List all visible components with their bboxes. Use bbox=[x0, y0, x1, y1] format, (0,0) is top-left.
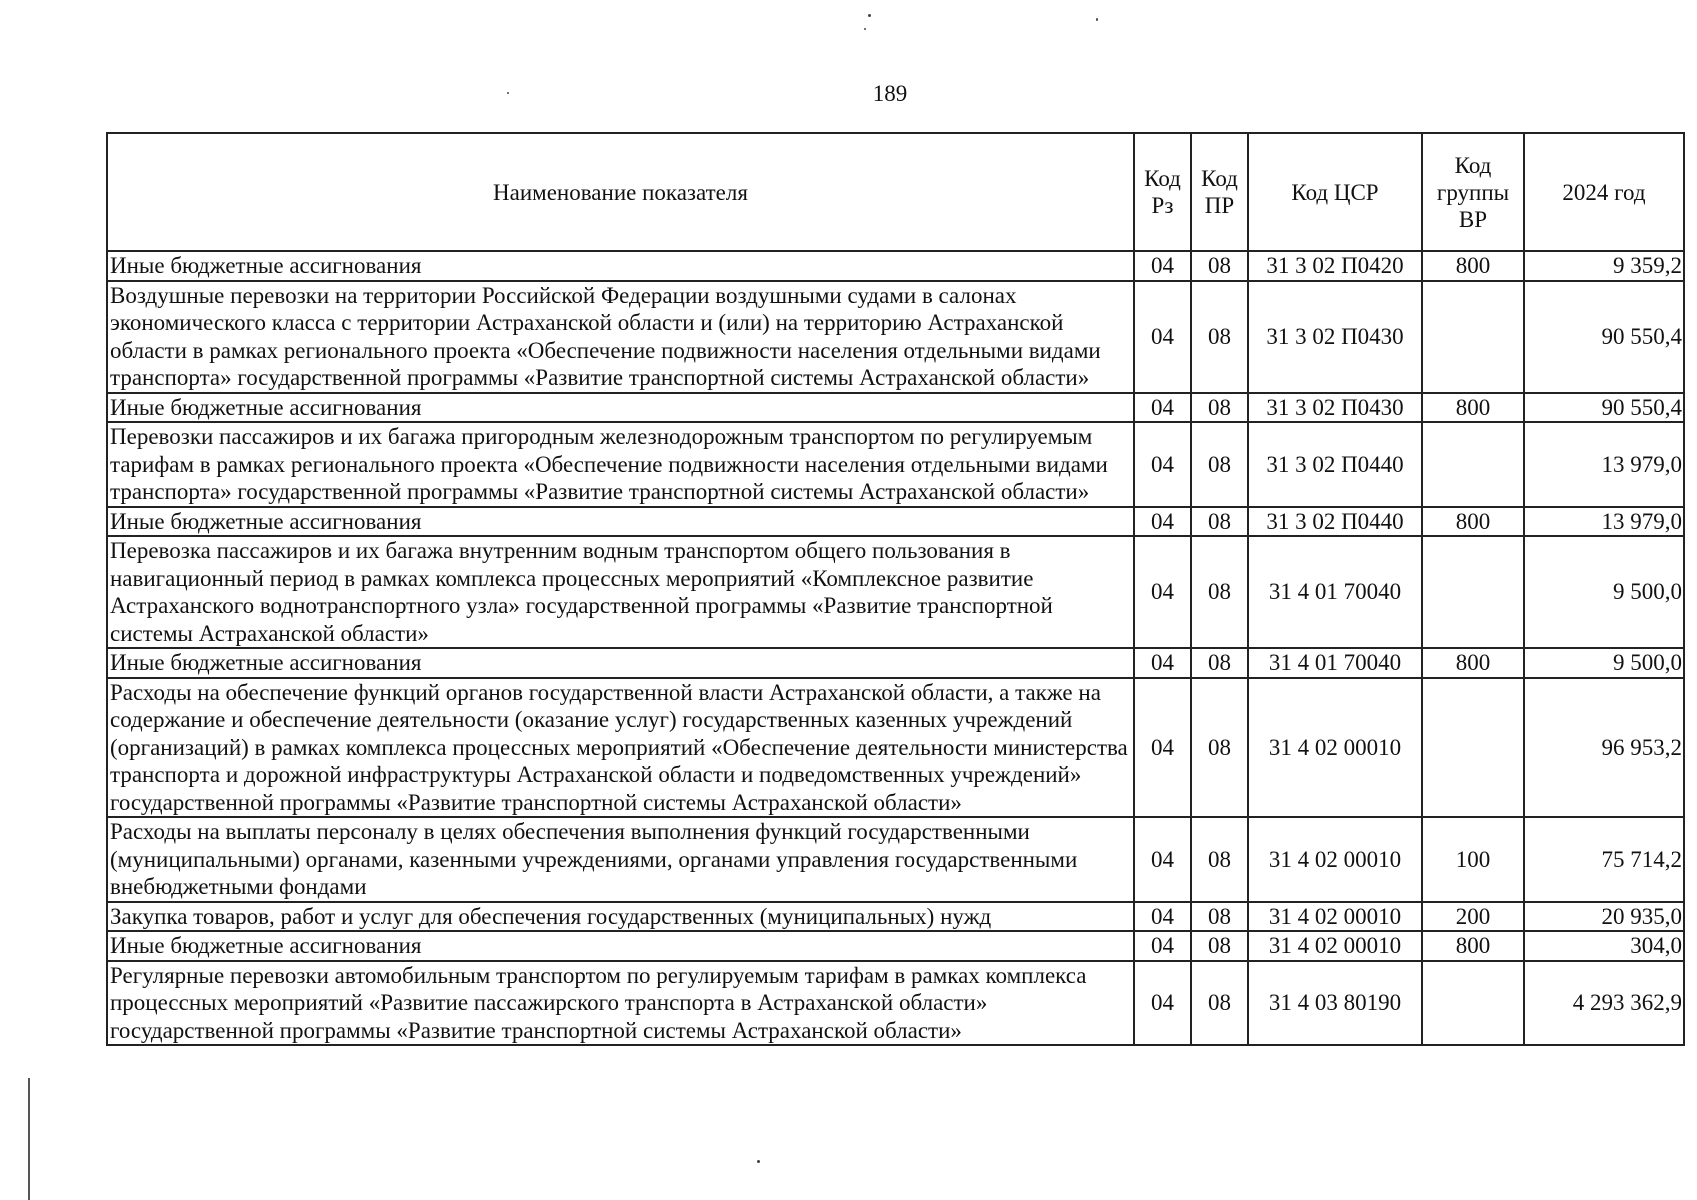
row-rz: 04 bbox=[1134, 251, 1191, 281]
row-vr bbox=[1422, 422, 1524, 507]
row-csr: 31 3 02 П0430 bbox=[1248, 281, 1422, 393]
row-name: Регулярные перевозки автомобильным транспортом по регулируемым тарифам в рамках комплекса процессных мероприятий «Развитие пассажирского транспорта в Астраханской области» государственной программы «Развитие транспортной системы Астраханской области» bbox=[107, 961, 1134, 1046]
row-amount: 90 550,4 bbox=[1524, 393, 1684, 423]
row-csr: 31 3 02 П0440 bbox=[1248, 507, 1422, 537]
row-csr: 31 4 02 00010 bbox=[1248, 931, 1422, 961]
header-vr: Код группы ВР bbox=[1422, 133, 1524, 251]
row-rz: 04 bbox=[1134, 678, 1191, 818]
row-name: Иные бюджетные ассигнования bbox=[107, 393, 1134, 423]
row-csr: 31 4 02 00010 bbox=[1248, 902, 1422, 932]
row-amount: 75 714,2 bbox=[1524, 817, 1684, 902]
row-vr bbox=[1422, 961, 1524, 1046]
row-amount: 13 979,0 bbox=[1524, 507, 1684, 537]
scan-speck bbox=[868, 14, 871, 17]
row-vr: 800 bbox=[1422, 648, 1524, 678]
row-vr: 800 bbox=[1422, 507, 1524, 537]
row-pr: 08 bbox=[1191, 393, 1248, 423]
scan-speck bbox=[757, 1160, 760, 1163]
scan-speck bbox=[507, 92, 509, 94]
row-rz: 04 bbox=[1134, 507, 1191, 537]
row-name: Иные бюджетные ассигнования bbox=[107, 931, 1134, 961]
table-row bbox=[107, 393, 1684, 423]
budget-table bbox=[106, 132, 1685, 1046]
row-vr: 200 bbox=[1422, 902, 1524, 932]
row-pr: 08 bbox=[1191, 536, 1248, 648]
row-rz: 04 bbox=[1134, 817, 1191, 902]
row-pr: 08 bbox=[1191, 251, 1248, 281]
row-amount: 20 935,0 bbox=[1524, 902, 1684, 932]
row-rz: 04 bbox=[1134, 931, 1191, 961]
row-vr: 800 bbox=[1422, 393, 1524, 423]
table-row bbox=[107, 507, 1684, 537]
row-pr: 08 bbox=[1191, 902, 1248, 932]
table-row bbox=[107, 931, 1684, 961]
row-pr: 08 bbox=[1191, 961, 1248, 1046]
row-amount: 90 550,4 bbox=[1524, 281, 1684, 393]
table-row bbox=[107, 281, 1684, 393]
row-rz: 04 bbox=[1134, 648, 1191, 678]
row-rz: 04 bbox=[1134, 536, 1191, 648]
row-pr: 08 bbox=[1191, 507, 1248, 537]
scan-edge-line bbox=[28, 1078, 30, 1200]
row-amount: 96 953,2 bbox=[1524, 678, 1684, 818]
table-header-row bbox=[107, 133, 1684, 251]
row-amount: 13 979,0 bbox=[1524, 422, 1684, 507]
row-rz: 04 bbox=[1134, 393, 1191, 423]
row-pr: 08 bbox=[1191, 422, 1248, 507]
row-rz: 04 bbox=[1134, 902, 1191, 932]
scan-speck bbox=[864, 28, 866, 30]
row-csr: 31 3 02 П0420 bbox=[1248, 251, 1422, 281]
header-csr: Код ЦСР bbox=[1248, 133, 1422, 251]
row-name: Иные бюджетные ассигнования bbox=[107, 507, 1134, 537]
table-row bbox=[107, 422, 1684, 507]
table-row bbox=[107, 817, 1684, 902]
row-csr: 31 3 02 П0440 bbox=[1248, 422, 1422, 507]
row-name: Расходы на выплаты персоналу в целях обеспечения выполнения функций государственными (муниципальными) органами, казенными учреждениями, органами управления государственными внебюджетными фондами bbox=[107, 817, 1134, 902]
row-rz: 04 bbox=[1134, 281, 1191, 393]
row-vr bbox=[1422, 678, 1524, 818]
row-amount: 9 359,2 bbox=[1524, 251, 1684, 281]
row-amount: 9 500,0 bbox=[1524, 536, 1684, 648]
row-vr bbox=[1422, 536, 1524, 648]
row-name: Перевозки пассажиров и их багажа пригородным железнодорожным транспортом по регулируемым тарифам в рамках регионального проекта «Обеспечение подвижности населения отдельными видами транспорта» государственной программы «Развитие транспортной системы Астраханской области» bbox=[107, 422, 1134, 507]
row-name: Перевозка пассажиров и их багажа внутренним водным транспортом общего пользования в навигационный период в рамках комплекса процессных мероприятий «Комплексное развитие Астраханского воднотранспортного узла» государственной программы «Развитие транспортной системы Астраханской области» bbox=[107, 536, 1134, 648]
row-pr: 08 bbox=[1191, 817, 1248, 902]
header-year: 2024 год bbox=[1524, 133, 1684, 251]
table-row bbox=[107, 536, 1684, 648]
row-name: Иные бюджетные ассигнования bbox=[107, 251, 1134, 281]
row-pr: 08 bbox=[1191, 648, 1248, 678]
row-csr: 31 4 02 00010 bbox=[1248, 678, 1422, 818]
row-name: Воздушные перевозки на территории Российской Федерации воздушными судами в салонах экономического класса с территории Астраханской области и (или) на территорию Астраханской области в рамках регионального проекта «Обеспечение подвижности населения отдельными видами транспорта» государственной программы «Развитие транспортной системы Астраханской области» bbox=[107, 281, 1134, 393]
table-row bbox=[107, 678, 1684, 818]
row-csr: 31 4 03 80190 bbox=[1248, 961, 1422, 1046]
row-csr: 31 3 02 П0430 bbox=[1248, 393, 1422, 423]
row-vr: 800 bbox=[1422, 251, 1524, 281]
row-name: Закупка товаров, работ и услуг для обеспечения государственных (муниципальных) нужд bbox=[107, 902, 1134, 932]
header-name: Наименование показателя bbox=[107, 133, 1134, 251]
row-rz: 04 bbox=[1134, 422, 1191, 507]
row-amount: 304,0 bbox=[1524, 931, 1684, 961]
row-pr: 08 bbox=[1191, 678, 1248, 818]
row-pr: 08 bbox=[1191, 931, 1248, 961]
table-row bbox=[107, 251, 1684, 281]
row-vr: 800 bbox=[1422, 931, 1524, 961]
table-row bbox=[107, 902, 1684, 932]
row-name: Расходы на обеспечение функций органов государственной власти Астраханской области, а также на содержание и обеспечение деятельности (оказание услуг) государственных казенных учреждений (организаций) в рамках комплекса процессных мероприятий «Обеспечение деятельности министерства транспорта и дорожной инфраструктуры Астраханской области и подведомственных учреждений» государственной программы «Развитие транспортной системы Астраханской области» bbox=[107, 678, 1134, 818]
page-number: 189 bbox=[872, 81, 908, 106]
scan-speck bbox=[1096, 18, 1098, 21]
table-row bbox=[107, 961, 1684, 1046]
row-rz: 04 bbox=[1134, 961, 1191, 1046]
row-amount: 9 500,0 bbox=[1524, 648, 1684, 678]
table-row bbox=[107, 648, 1684, 678]
row-csr: 31 4 01 70040 bbox=[1248, 536, 1422, 648]
header-rz: Код Рз bbox=[1134, 133, 1191, 251]
row-name: Иные бюджетные ассигнования bbox=[107, 648, 1134, 678]
row-amount: 4 293 362,9 bbox=[1524, 961, 1684, 1046]
row-csr: 31 4 01 70040 bbox=[1248, 648, 1422, 678]
header-pr: Код ПР bbox=[1191, 133, 1248, 251]
row-vr: 100 bbox=[1422, 817, 1524, 902]
row-csr: 31 4 02 00010 bbox=[1248, 817, 1422, 902]
row-vr bbox=[1422, 281, 1524, 393]
row-pr: 08 bbox=[1191, 281, 1248, 393]
